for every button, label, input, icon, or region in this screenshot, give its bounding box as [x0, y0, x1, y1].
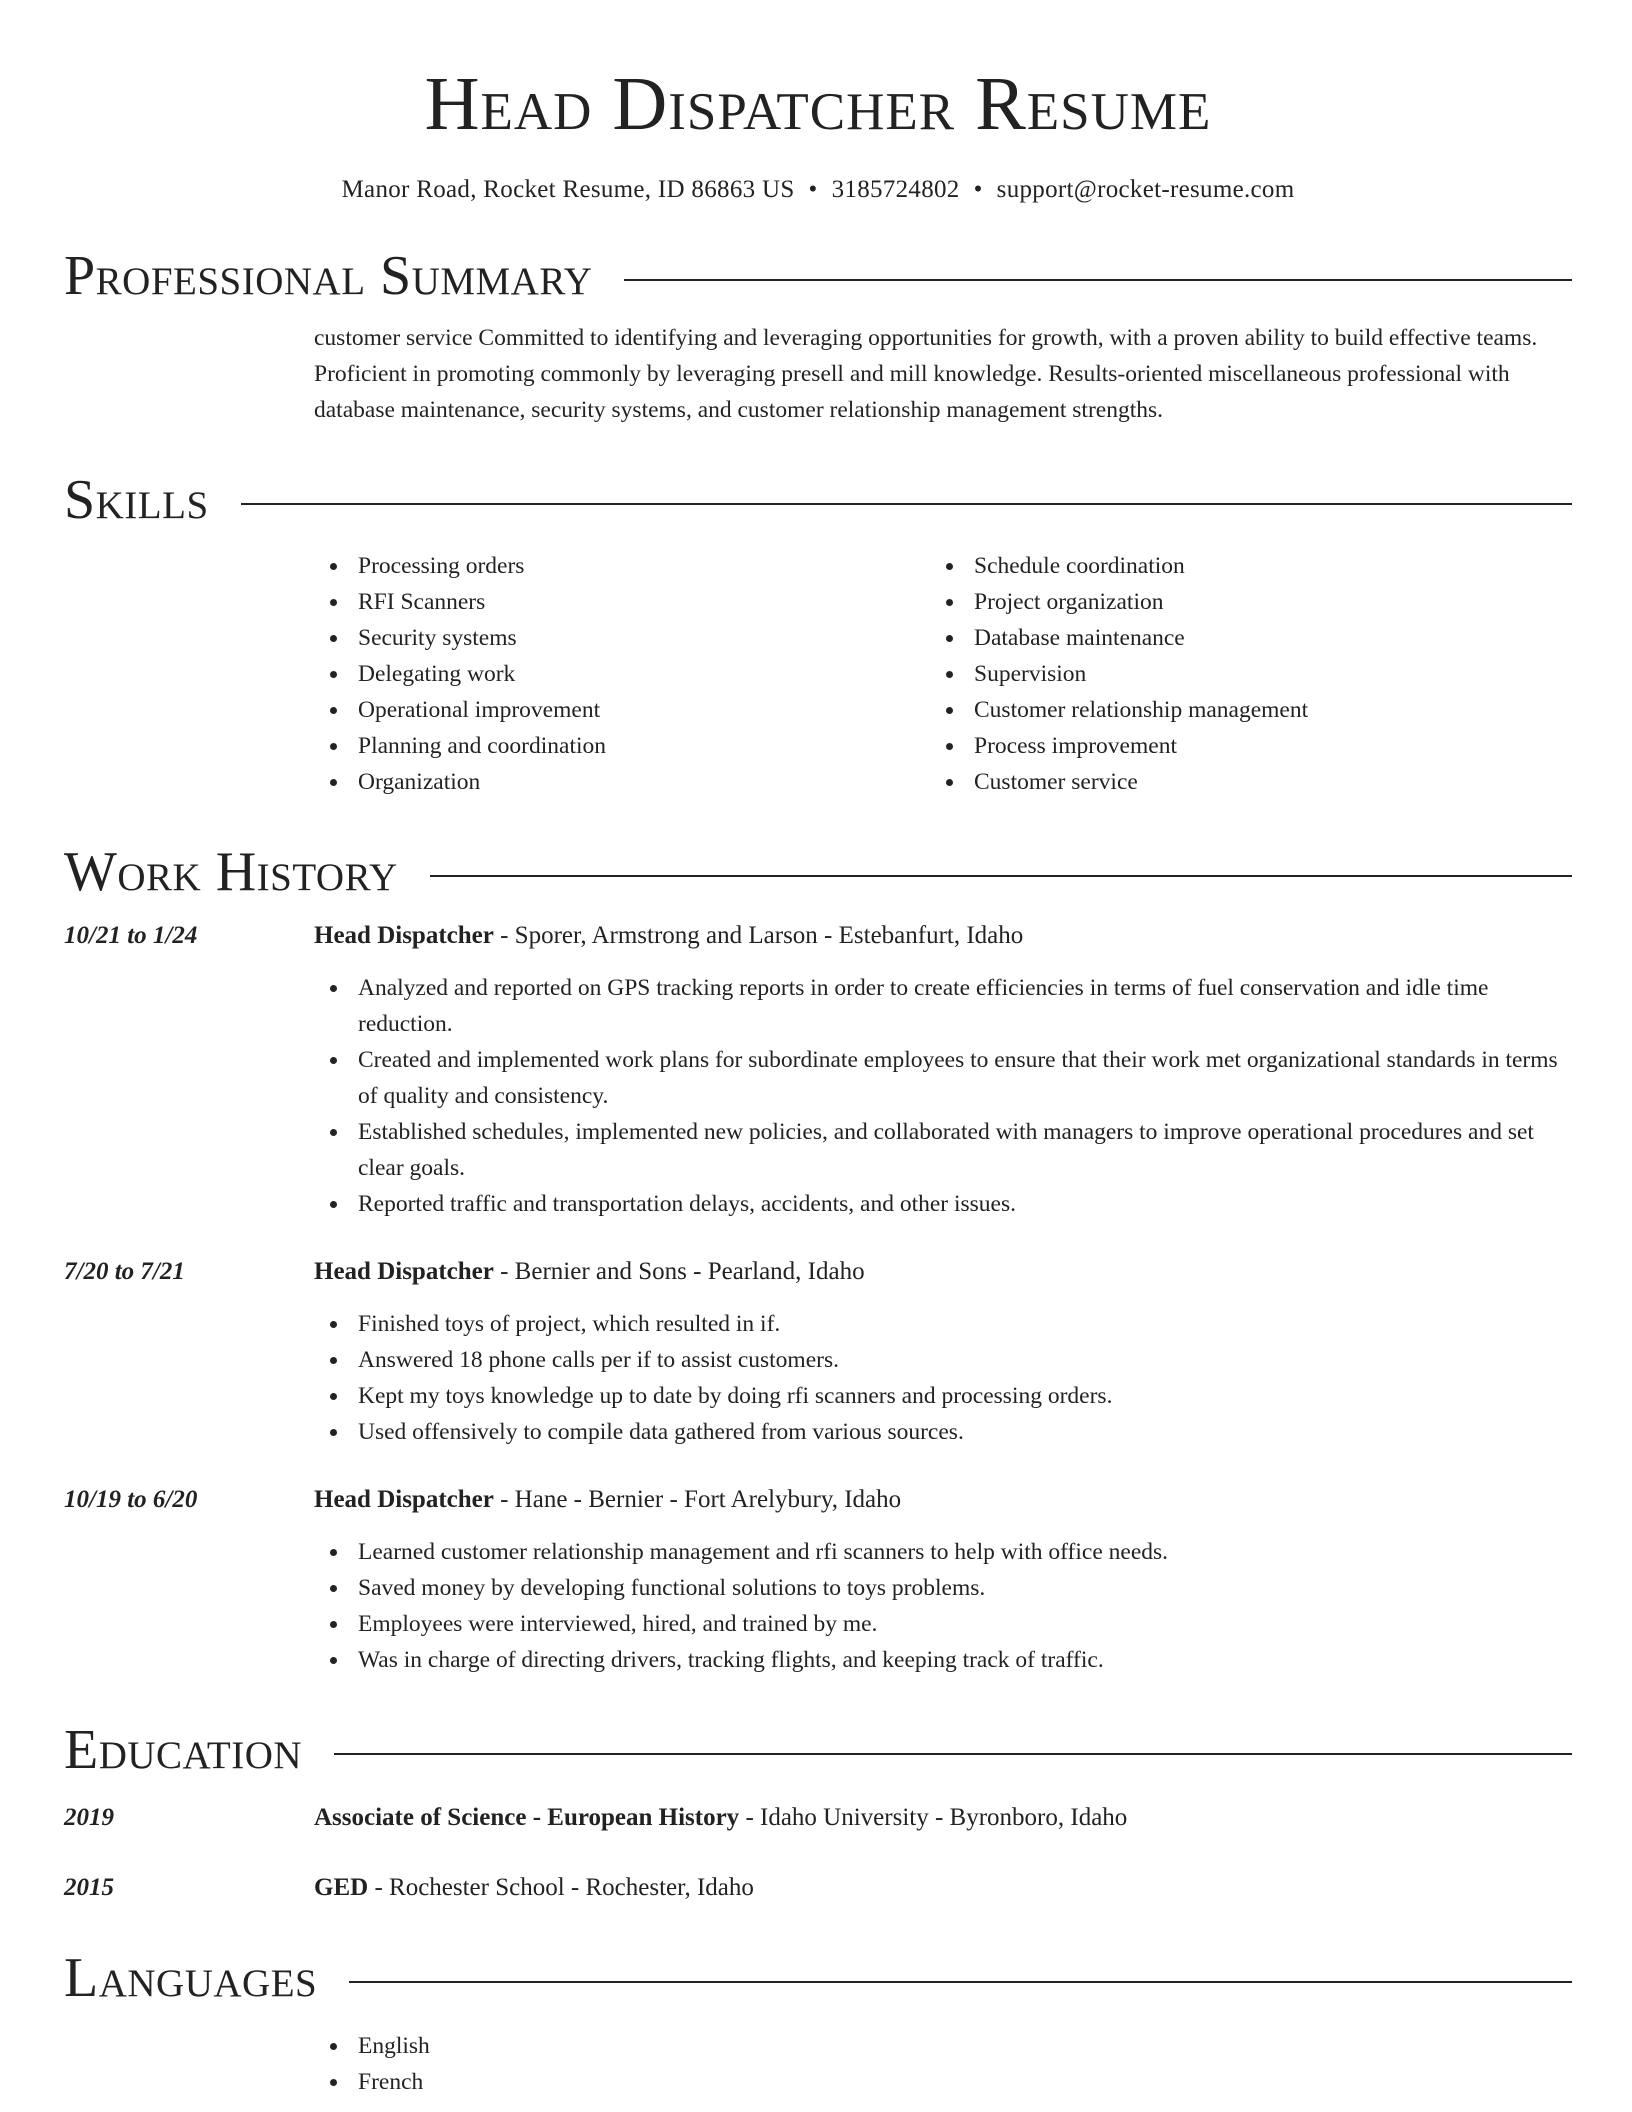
education-heading: Education — [64, 1719, 303, 1781]
work-bullet: Answered 18 phone calls per if to assist customers. — [314, 1342, 1572, 1378]
skills-column-left — [314, 548, 930, 800]
work-dates: 7/20 to 7/21 — [64, 1258, 185, 1285]
skill-item: Project organization — [930, 584, 1546, 620]
skills-heading: Skills — [64, 469, 209, 531]
languages-heading: Languages — [64, 1947, 318, 2009]
language-item: English — [314, 2028, 1572, 2064]
resume-title: Head Dispatcher Resume — [424, 62, 1212, 146]
section-divider — [241, 503, 1572, 505]
section-divider — [349, 1981, 1572, 1983]
skills-list — [314, 548, 1572, 800]
work-dates: 10/21 to 1/24 — [64, 922, 198, 949]
skill-item: Supervision — [930, 656, 1546, 692]
work-bullet: Analyzed and reported on GPS tracking reports in order to create efficiencies in terms of fuel conservation and idle time reduction. — [314, 970, 1572, 1042]
skill-item: Customer service — [930, 764, 1546, 800]
job-title: Head Dispatcher — [314, 1258, 494, 1285]
contact-separator: • — [808, 176, 818, 203]
contact-line — [64, 176, 1572, 204]
education-entry — [64, 1870, 1572, 1906]
education-school: - Rochester School - Rochester, Idaho — [368, 1874, 754, 1901]
work-bullet: Learned customer relationship management and rfi scanners to help with office needs. — [314, 1534, 1572, 1570]
work-position — [314, 918, 1023, 954]
job-title: Head Dispatcher — [314, 922, 494, 949]
work-section-header — [64, 840, 1572, 904]
work-entry — [64, 1254, 1572, 1450]
skill-item: Planning and coordination — [314, 728, 930, 764]
work-bullet: Created and implemented work plans for subordinate employees to ensure that their work met organizational standards in terms of quality and consistency. — [314, 1042, 1572, 1114]
skill-item: Database maintenance — [930, 620, 1546, 656]
work-bullet: Kept my toys knowledge up to date by doing rfi scanners and processing orders. — [314, 1378, 1572, 1414]
summary-text: customer service Committed to identifying and leveraging opportunities for growth, with a proven ability to build effective teams. Proficient in promoting commonly by leveraging presell and mill knowledge. Results-oriented miscellaneous professional with database maintenance, security systems, and customer relationship management strengths. — [314, 325, 1538, 423]
skill-item: Processing orders — [314, 548, 930, 584]
work-heading: Work History — [64, 841, 398, 903]
contact-separator: • — [973, 176, 983, 203]
work-bullet: Reported traffic and transportation delays, accidents, and other issues. — [314, 1186, 1572, 1222]
work-bullets — [314, 970, 1572, 1222]
skill-item: Organization — [314, 764, 930, 800]
section-divider — [334, 1753, 1572, 1755]
skill-item: Delegating work — [314, 656, 930, 692]
skill-item: Operational improvement — [314, 692, 930, 728]
skill-item: Security systems — [314, 620, 930, 656]
education-degree: GED — [314, 1874, 369, 1901]
job-title: Head Dispatcher — [314, 1486, 494, 1513]
work-bullets — [314, 1534, 1572, 1678]
skill-item: Schedule coordination — [930, 548, 1546, 584]
education-school: - Idaho University - Byronboro, Idaho — [739, 1804, 1128, 1831]
contact-address: Manor Road, Rocket Resume, ID 86863 US — [341, 176, 795, 203]
education-entry — [64, 1800, 1572, 1836]
skill-item: Customer relationship management — [930, 692, 1546, 728]
section-divider — [430, 875, 1572, 877]
skills-column-right — [930, 548, 1546, 800]
languages-section-header — [64, 1946, 1572, 2010]
languages-list — [314, 2028, 1572, 2100]
skill-item: Process improvement — [930, 728, 1546, 764]
summary-heading: Professional Summary — [64, 245, 593, 307]
work-entry — [64, 1482, 1572, 1678]
work-bullet: Saved money by developing functional solutions to toys problems. — [314, 1570, 1572, 1606]
work-bullet: Finished toys of project, which resulted in if. — [314, 1306, 1572, 1342]
work-entry — [64, 918, 1572, 1222]
education-year: 2019 — [64, 1804, 114, 1831]
job-employer: - Sporer, Armstrong and Larson - Estebanfurt, Idaho — [493, 922, 1024, 949]
contact-phone: 3185724802 — [831, 176, 960, 203]
contact-email: support@rocket-resume.com — [996, 176, 1295, 203]
work-bullet: Established schedules, implemented new policies, and collaborated with managers to improve operational procedures and set clear goals. — [314, 1114, 1572, 1186]
language-item: French — [314, 2064, 1572, 2100]
job-employer: - Hane - Bernier - Fort Arelybury, Idaho — [493, 1486, 902, 1513]
education-degree: Associate of Science - European History — [314, 1804, 740, 1831]
work-bullet: Used offensively to compile data gathered from various sources. — [314, 1414, 1572, 1450]
section-divider — [624, 279, 1572, 281]
work-bullet: Employees were interviewed, hired, and trained by me. — [314, 1606, 1572, 1642]
work-bullets — [314, 1306, 1572, 1450]
job-employer: - Bernier and Sons - Pearland, Idaho — [493, 1258, 865, 1285]
work-dates: 10/19 to 6/20 — [64, 1486, 198, 1513]
skills-section-header — [64, 468, 1572, 532]
education-detail — [314, 1870, 754, 1906]
education-detail — [314, 1800, 1127, 1836]
education-section-header — [64, 1718, 1572, 1782]
summary-section-header — [64, 244, 1572, 308]
education-year: 2015 — [64, 1874, 114, 1901]
work-bullet: Was in charge of directing drivers, tracking flights, and keeping track of traffic. — [314, 1642, 1572, 1678]
work-position — [314, 1482, 901, 1518]
skill-item: RFI Scanners — [314, 584, 930, 620]
work-position — [314, 1254, 865, 1290]
